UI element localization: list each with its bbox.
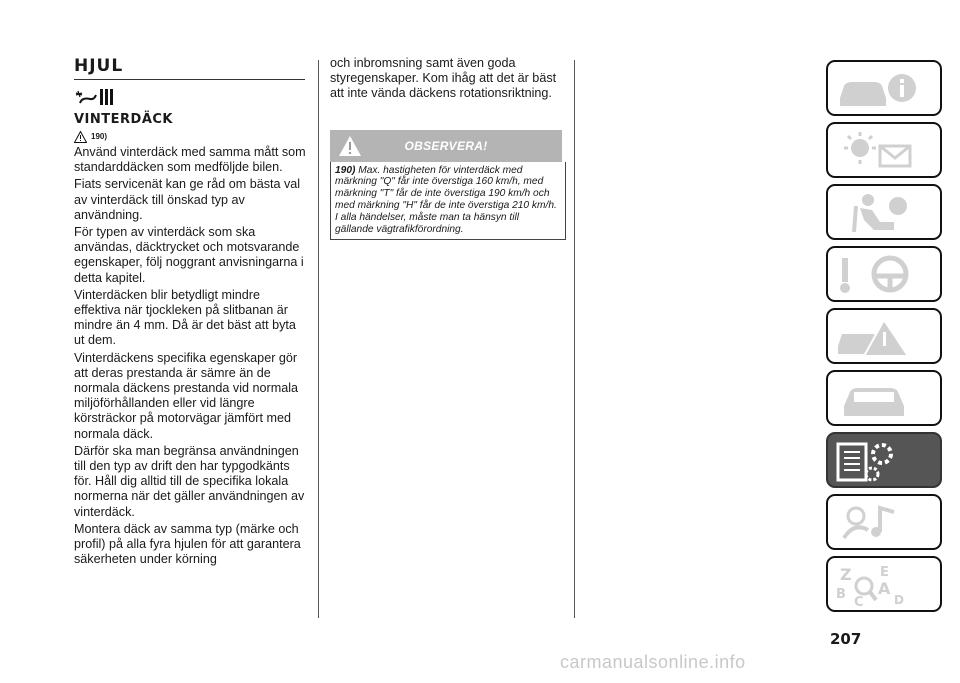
body-paragraph: Vinterdäckens specifika egenskaper gör att deras prestanda är sämre än de normala däckens prestanda vid normala miljöförhållanden eller vid längre körsträckor på motorvägar jämfört med normala däck. bbox=[74, 350, 299, 441]
body-paragraph: Använd vinterdäck med samma mått som standarddäcken som medföljde bilen. bbox=[74, 145, 306, 175]
winter-tyre-icon bbox=[74, 86, 308, 108]
warning-triangle-icon bbox=[74, 131, 87, 143]
multimedia-icon bbox=[834, 502, 934, 544]
tab-index[interactable] bbox=[826, 556, 942, 612]
lights-message-icon bbox=[834, 130, 934, 172]
notice-box bbox=[330, 162, 566, 241]
seat-airbag-icon bbox=[834, 192, 934, 234]
body-paragraph: och inbromsning samt även goda styregenskaper. Kom ihåg att det är bäst att inte vända däckens rotationsriktning. bbox=[330, 56, 557, 101]
tab-safety[interactable] bbox=[826, 184, 942, 240]
tab-maintenance[interactable] bbox=[826, 370, 942, 426]
notice-body: Max. hastigheten för vinterdäck med märkning "Q" får inte överstiga 160 km/h, med märkning "T" får de inte överstiga 190 km/h och med märkning "H" får de inte överstiga 210 km/h. I alla händelser, måste man ta hänsyn till gällande vägtrafikförordning. bbox=[335, 164, 557, 235]
emergency-icon bbox=[834, 316, 934, 358]
notice-title: OBSERVERA! bbox=[404, 138, 488, 153]
body-paragraph: För typen av vinterdäck som ska användas, däcktrycket och motsvarande egenskaper, följ noggrant anvisningarna i detta kapitel. bbox=[74, 225, 304, 285]
index-letter: Z bbox=[840, 565, 852, 584]
column-divider bbox=[318, 60, 319, 618]
car-info-icon bbox=[834, 68, 934, 110]
tab-starting-driving[interactable] bbox=[826, 246, 942, 302]
technical-data-icon bbox=[834, 440, 934, 482]
notice-text bbox=[335, 165, 557, 236]
index-letter: C bbox=[854, 595, 864, 610]
column-divider bbox=[574, 60, 575, 618]
body-paragraph: Fiats servicenät kan ge råd om bästa val av vinterdäck till önskad typ av användning. bbox=[74, 177, 301, 222]
warning-reference bbox=[74, 130, 308, 143]
notice-ref: 190) bbox=[335, 164, 356, 176]
tab-lights-messages[interactable] bbox=[826, 122, 942, 178]
body-paragraph: Därför ska man begränsa användningen till den typ av drift den har typgodkänts för. Håll dig alltid till de specifika lokala normerna när det gäller användningen av vinterdäck. bbox=[74, 443, 305, 519]
notice-header bbox=[330, 130, 562, 162]
index-letter: E bbox=[880, 565, 889, 580]
middle-column bbox=[330, 56, 564, 240]
body-paragraph: Vinterdäcken blir betydligt mindre effektiva när tjockleken på slitbanan är mindre än 4 mm. Då är det bäst att byta ut dem. bbox=[74, 287, 296, 348]
section-title: HJUL bbox=[74, 56, 124, 76]
index-letter: A bbox=[878, 579, 891, 598]
warning-ref-number: 190) bbox=[91, 132, 108, 141]
index-letter: B bbox=[836, 587, 846, 602]
watermark: carmanualsonline.info bbox=[560, 652, 746, 672]
index-letter: D bbox=[894, 593, 904, 607]
tab-emergency[interactable] bbox=[826, 308, 942, 364]
key-steering-wheel-icon bbox=[834, 254, 934, 296]
car-maintenance-icon bbox=[834, 378, 934, 420]
alphabetical-index-icon bbox=[834, 564, 934, 610]
section-rule bbox=[74, 79, 305, 80]
tab-technical-data[interactable] bbox=[826, 432, 942, 488]
body-paragraph: Montera däck av samma typ (märke och profil) på alla fyra hjulen för att garantera säkerheten under körning bbox=[74, 521, 301, 567]
subsection-title: VINTERDÄCK bbox=[74, 112, 174, 127]
page-number: 207 bbox=[830, 630, 862, 648]
tab-car-info[interactable] bbox=[826, 60, 942, 116]
left-column bbox=[74, 56, 308, 569]
tab-multimedia[interactable] bbox=[826, 494, 942, 550]
